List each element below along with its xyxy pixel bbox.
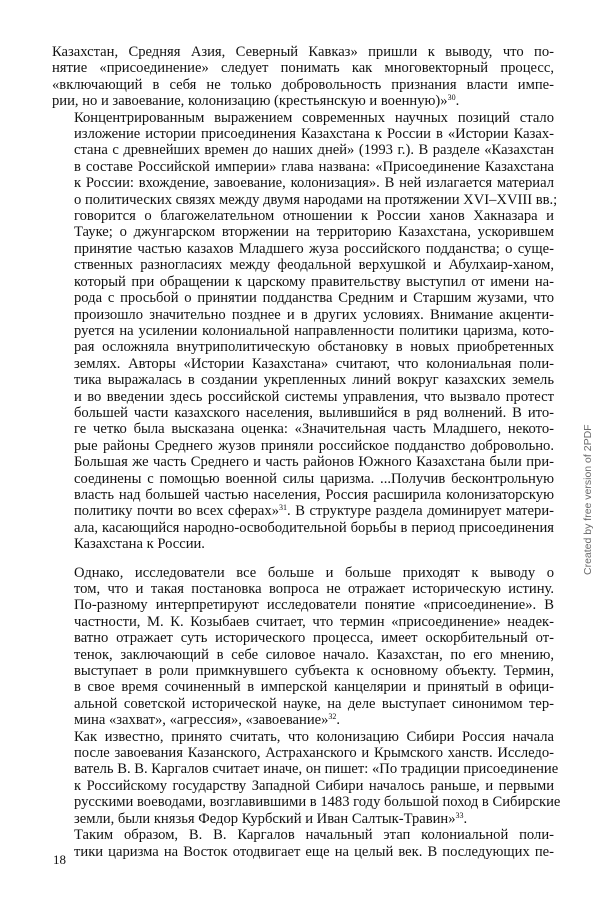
text-line: ала, касающийся народно-освободительной борьбы в период присоединения bbox=[74, 519, 554, 536]
text-line: частности, М. К. Козыбаев считает, что термин «присоединение» неадек- bbox=[74, 613, 554, 630]
text-fragment: . В структуре раздела доминирует матери- bbox=[287, 503, 554, 520]
text-line: ге четко была высказана оценка: «Значительная часть Младшего, некото- bbox=[74, 421, 554, 438]
footnote-ref: 30 bbox=[447, 93, 456, 103]
text-line: ственных разногласиях между феодальной верхушкой и Абулхаир-ханом, bbox=[74, 257, 554, 274]
text-line: земли, были князья Федор Курбский и Иван Салтык-Травин»$^{33}$. bbox=[74, 810, 468, 827]
text-line: Большая же часть Среднего и часть районов Южного Казахстана были при- bbox=[74, 454, 554, 471]
text-fragment: мина «захват», «агрессия», «завоевание» bbox=[74, 712, 329, 729]
text-line: произошло значительно позднее и в других условиях. Внимание акценти- bbox=[74, 306, 554, 323]
text-line: Казахстана к России. bbox=[74, 536, 205, 553]
paragraph-4 bbox=[52, 728, 561, 827]
text-line: Однако, исследователи все больше и больше приходят к выводу о bbox=[74, 564, 554, 581]
text-fragment: рии, но и завоевание, колонизацию (крестьянскую и военную)» bbox=[52, 93, 448, 110]
text-line: Тауке; о джунгарском вторжении на территорию Казахстана, ускорившем bbox=[74, 224, 554, 241]
text-line: стана с древнейших времен до наших дней» (1993 г.). В разделе «Казахстан bbox=[74, 142, 554, 159]
text-line: землях. Авторы «Истории Казахстана» считают, что колониальная поли- bbox=[74, 355, 554, 372]
document-page bbox=[52, 44, 561, 860]
text-line: большей части казахского населения, вылившийся в ряд волнений. В ито- bbox=[74, 404, 554, 421]
text-line: и во введении здесь российской системы управления, что вызвало протест bbox=[74, 388, 554, 405]
text-line: говорится о благожелательном отношении к России ханов Хакназара и bbox=[74, 208, 554, 225]
text-fragment: политику почти во всех сферах» bbox=[74, 503, 279, 520]
text-line: По-разному интерпретируют исследователи понятие «присоединение». В bbox=[74, 597, 554, 614]
text-line: соединены с помощью военной силы царизма. ...Получив бесконтрольную bbox=[74, 470, 554, 487]
text-line: альной советской исторической науке, на деле выступает синонимом тер- bbox=[74, 695, 554, 712]
text-fragment: земли, были князья Федор Курбский и Иван Салтык-Травин» bbox=[74, 810, 456, 827]
paragraph-3 bbox=[52, 565, 554, 729]
text-line: Концентрированным выражением современных научных позиций стало bbox=[74, 109, 554, 126]
text-line: «включающий в себя не только добровольность признания власти импе- bbox=[52, 76, 554, 93]
text-line: Казахстан, Средняя Азия, Северный Кавказ» пришли к выводу, что по- bbox=[52, 44, 554, 60]
paragraph-1 bbox=[52, 44, 554, 110]
text-line: изложение истории присоединения Казахстана к России в «Истории Казах- bbox=[74, 126, 554, 143]
text-line: тика выражалась в создании укрепленных линий вокруг казахских земель bbox=[74, 372, 554, 389]
text-line: Таким образом, В. В. Каргалов начальный этап колониальной поли- bbox=[74, 827, 554, 844]
text-line: власть над большей частью населения, Россия расширила колонизаторскую bbox=[74, 486, 554, 503]
text-line: ватель В. В. Каргалов считает иначе, он пишет: «По традиции присоединение bbox=[74, 761, 559, 778]
text-line: к Российскому государству Западной Сибири началось раньше, и первыми bbox=[74, 777, 554, 794]
footnote-ref: 31 bbox=[279, 503, 287, 513]
text-line: рода с просьбой о принятии подданства Средним и Старшим жузами, что bbox=[74, 290, 554, 307]
text-line: ватно отражает суть исторического процесса, имеет оскорбительный от- bbox=[74, 630, 554, 647]
text-line: о политических связях между двумя народами на протяжении XVI–XVIII вв.; bbox=[74, 191, 558, 208]
text-line: рые районы Среднего жузов приняли российское подданство добровольно. bbox=[74, 437, 554, 454]
text-line: нятие «присоединение» следует понимать как многовекторный процесс, bbox=[52, 60, 554, 77]
text-line: русскими воеводами, возглавившими в 1483 году большой поход в Сибирские bbox=[74, 794, 561, 811]
text-line: тенок, заключающий в себе силовое начало. Казахстан, по его мнению, bbox=[74, 646, 554, 663]
text-line: мина «захват», «агрессия», «завоевание»$^{32}$. bbox=[74, 712, 341, 729]
text-line: который при обращении к царскому правительству выступил от имени на- bbox=[74, 273, 554, 290]
text-line: к России: вхождение, завоевание, колонизация». В ней излагается материал bbox=[74, 175, 554, 192]
paragraph-5 bbox=[52, 827, 554, 860]
text-line: том, что и такая постановка вопроса не отражает историческую истину. bbox=[74, 581, 554, 597]
page-number: 18 bbox=[53, 852, 66, 867]
text-line: Как известно, принято считать, что колонизацию Сибири Россия начала bbox=[74, 728, 554, 745]
text-line: рая осложняла внутриполитическую обстановку в новых приобретенных bbox=[74, 339, 554, 356]
text-line bbox=[52, 503, 554, 519]
paragraph-2 bbox=[52, 109, 558, 553]
watermark-text: Created by free version of 2PDF bbox=[582, 424, 594, 575]
text-line: принятие частью казахов Младшего жуза российского подданства; о суще- bbox=[74, 240, 554, 257]
text-line: выступает в роли примкнувшего субъекта к основному объекту. Термин, bbox=[74, 663, 554, 680]
text-line: руется на усилении колониальной направленности политики царизма, кото- bbox=[74, 322, 554, 339]
text-line: в составе Российской империи» глава названа: «Присоединение Казахстана bbox=[74, 158, 554, 175]
footnote-ref: 33 bbox=[455, 810, 464, 820]
text-line: после завоевания Казанского, Астраханского и Крымского ханств. Исследо- bbox=[74, 745, 554, 762]
text-line: рии, но и завоевание, колонизацию (крестьянскую и военную)»$^{30}$. bbox=[52, 93, 460, 110]
text-line: в свое время сочиненный в имперской канцелярии и принятый в офици- bbox=[74, 679, 554, 696]
footnote-ref: 32 bbox=[328, 712, 337, 722]
text-line: тики царизма на Восток отодвигает еще на целый век. В последующих пе- bbox=[74, 843, 554, 860]
